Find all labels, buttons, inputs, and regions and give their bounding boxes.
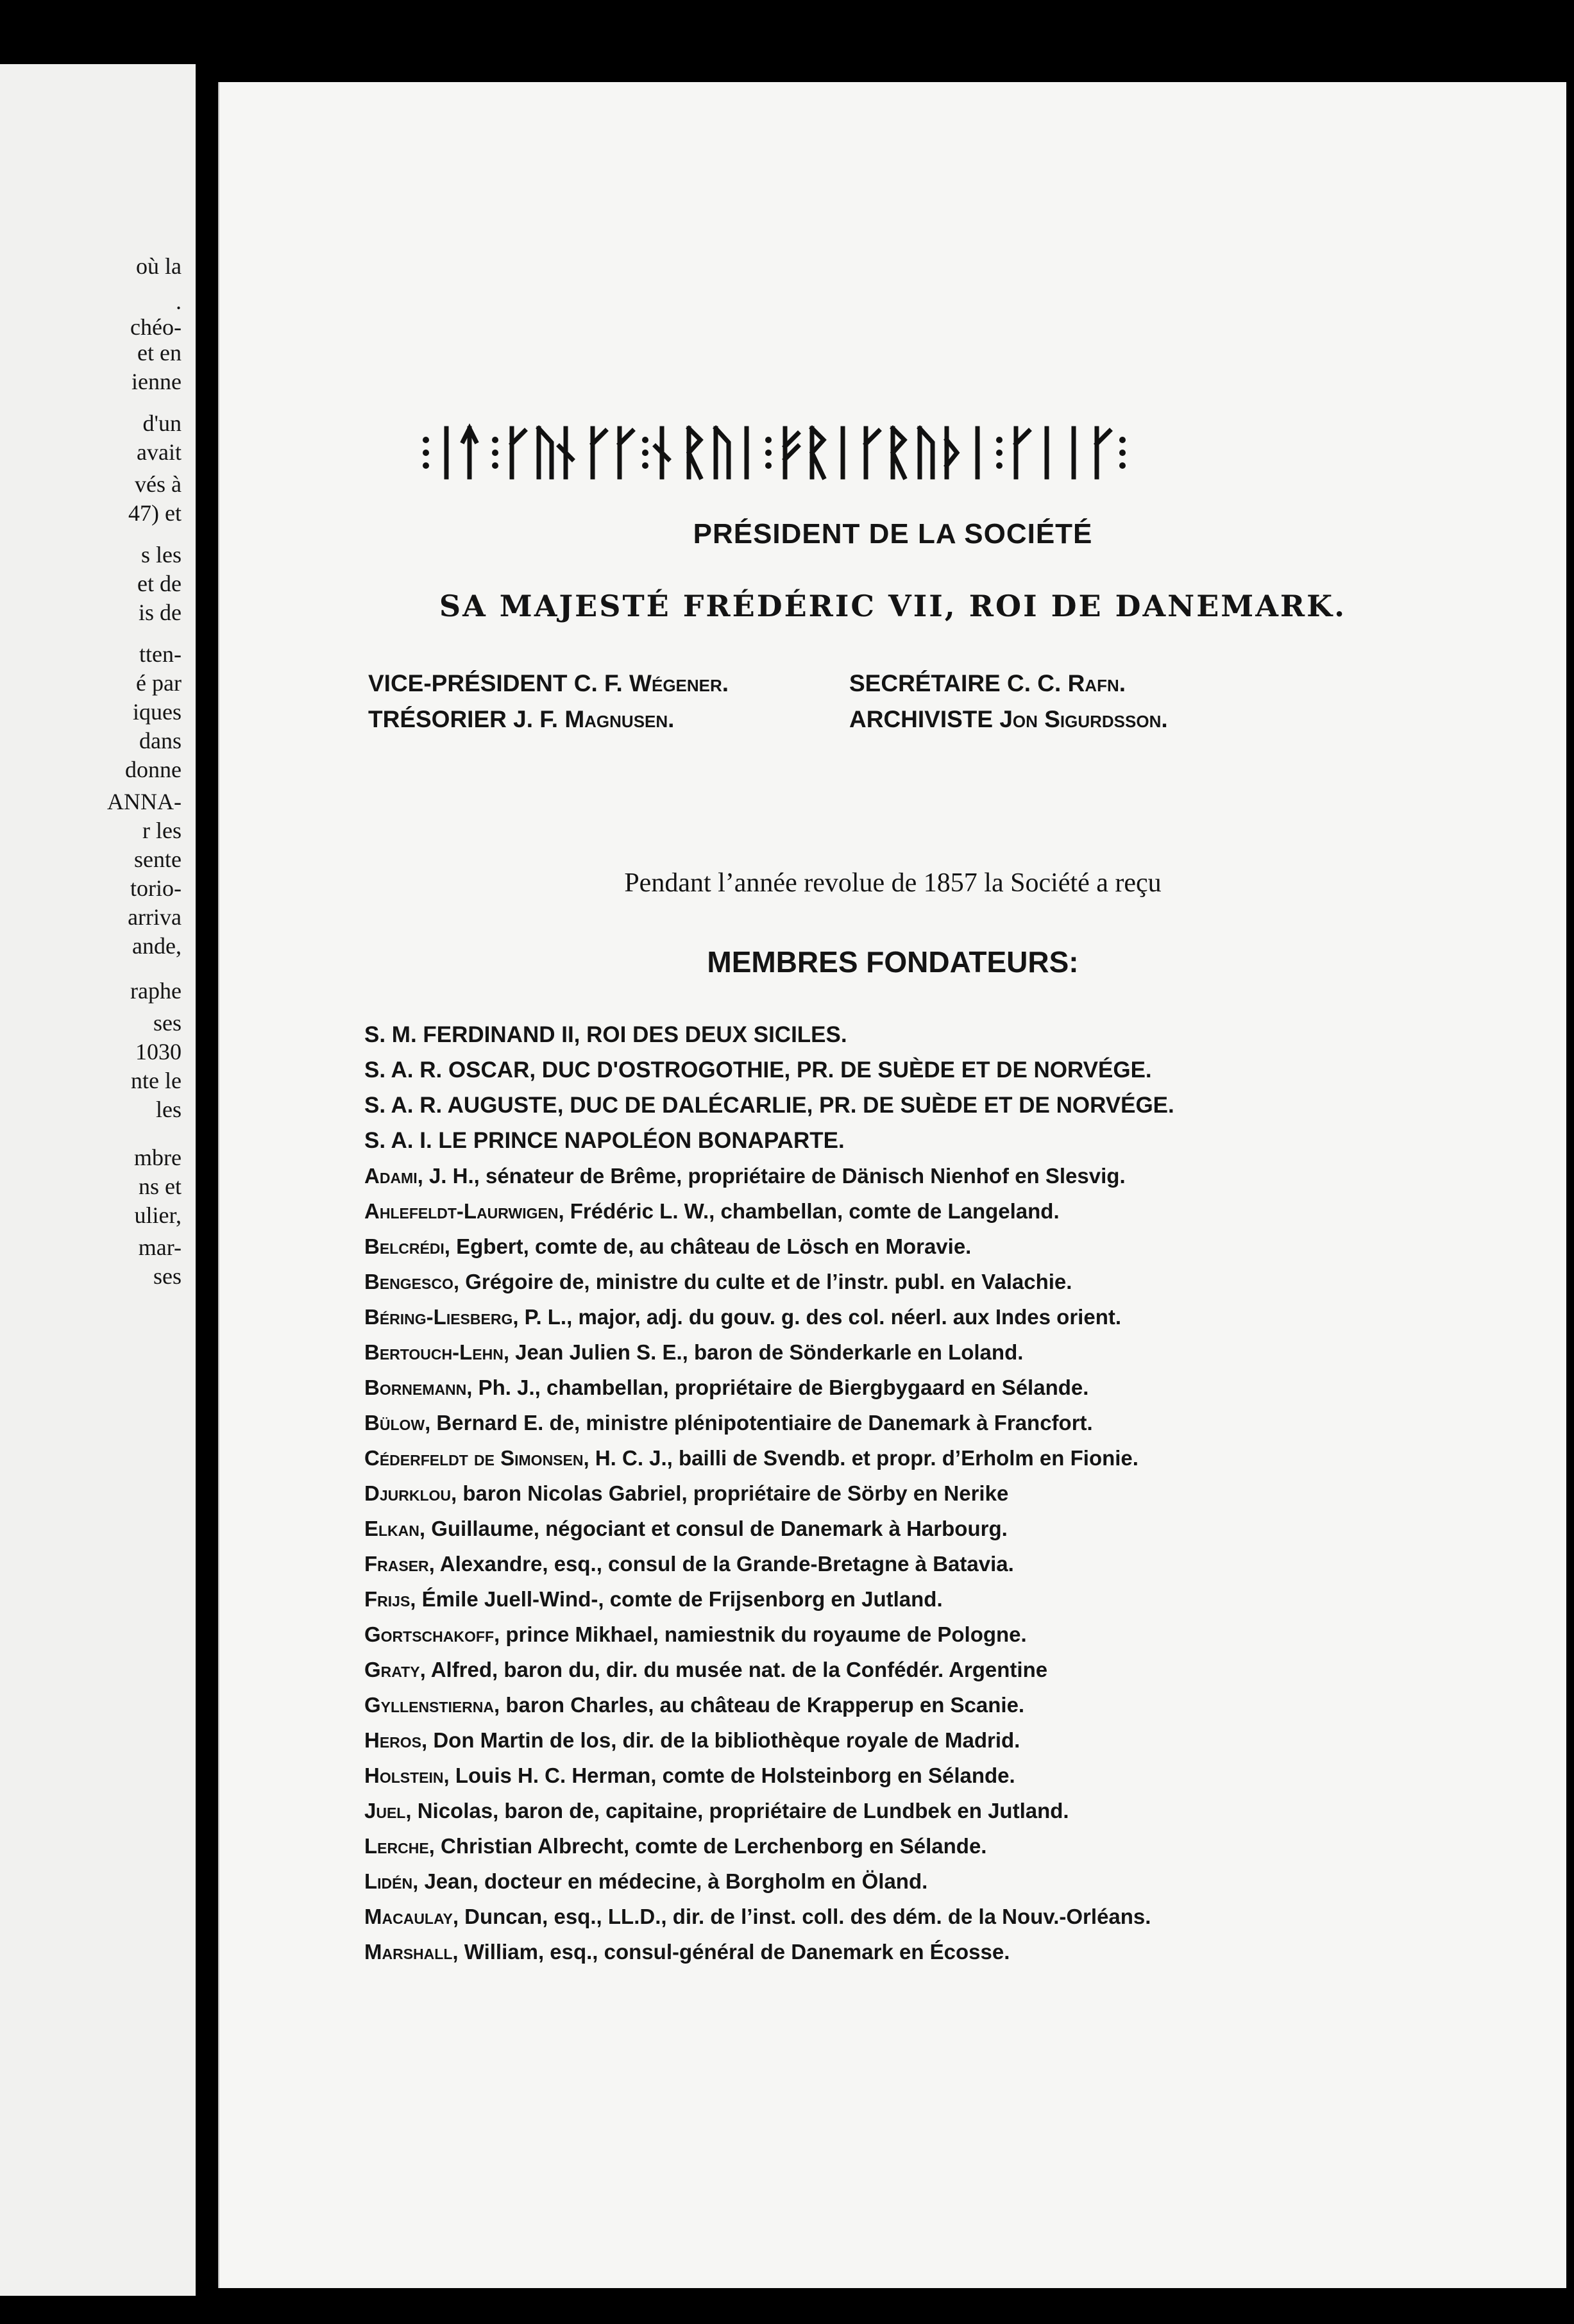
member-name: Bülow bbox=[364, 1411, 425, 1435]
member-details: , Émile Juell-Wind-, comte de Frijsenborg en Jutland. bbox=[410, 1587, 943, 1611]
member-name: Bengesco bbox=[364, 1270, 453, 1293]
left-page-line: ANNA- bbox=[107, 789, 182, 814]
member-name: Macaulay bbox=[364, 1905, 453, 1928]
royal-member: S. A. I. LE PRINCE NAPOLÉON BONAPARTE. bbox=[364, 1128, 845, 1153]
member-entry bbox=[364, 1581, 1455, 1617]
treasurer-line: TRÉSORIER J. F. Magnusen. bbox=[368, 706, 675, 732]
member-details: , Frédéric L. W., chambellan, comte de Langeland. bbox=[558, 1199, 1060, 1223]
member-entry bbox=[364, 1864, 1455, 1899]
member-name: Elkan bbox=[364, 1517, 419, 1540]
left-page-line: et de bbox=[137, 571, 182, 596]
member-entry bbox=[364, 1722, 1455, 1758]
royal-member: S. A. R. AUGUSTE, DUC DE DALÉCARLIE, PR. DE SUÈDE ET DE NORVÉGE. bbox=[364, 1093, 1174, 1118]
member-details: , J. H., sénateur de Brême, propriétaire de Dänisch Nienhof en Slesvig. bbox=[417, 1164, 1126, 1188]
member-name: Ahlefeldt-Laurwigen bbox=[364, 1199, 559, 1223]
member-details: , P. L., major, adj. du gouv. g. des col. néerl. aux Indes orient. bbox=[512, 1305, 1122, 1329]
archivist-line: ARCHIVISTE Jon Sigurdsson. bbox=[849, 706, 1168, 732]
left-page-line: is de bbox=[139, 600, 182, 625]
member-details: , Nicolas, baron de, capitaine, propriétaire de Lundbek en Jutland. bbox=[405, 1799, 1069, 1823]
left-page-line: d'un bbox=[142, 410, 182, 436]
officers-left-column bbox=[368, 666, 729, 737]
royal-member: S. A. R. OSCAR, DUC D'OSTROGOTHIE, PR. DE SUÈDE ET DE NORVÉGE. bbox=[364, 1057, 1152, 1082]
member-name: Béring-Liesberg bbox=[364, 1305, 513, 1329]
member-entry bbox=[364, 1264, 1455, 1299]
member-details: , Guillaume, négociant et consul de Danemark à Harbourg. bbox=[419, 1517, 1008, 1540]
left-page-line: tten- bbox=[139, 641, 182, 667]
left-page-line: mbre bbox=[134, 1145, 182, 1170]
president-title: PRÉSIDENT DE LA SOCIÉTÉ bbox=[693, 518, 1093, 550]
member-details: , Ph. J., chambellan, propriétaire de Biergbygaard en Sélande. bbox=[466, 1376, 1089, 1399]
left-page-line: s les bbox=[141, 542, 182, 568]
member-name: Frijs bbox=[364, 1587, 410, 1611]
member-name: Lerche bbox=[364, 1834, 429, 1858]
document-page bbox=[218, 82, 1566, 2288]
left-page-line: dans bbox=[139, 728, 182, 754]
vice-president-line: VICE-PRÉSIDENT C. F. Wégener. bbox=[368, 670, 729, 696]
left-page-line: 47) et bbox=[128, 500, 182, 526]
left-page-line: arriva bbox=[128, 904, 182, 930]
member-name: Gyllenstierna bbox=[364, 1693, 495, 1717]
member-details: , Grégoire de, ministre du culte et de l’instr. publ. en Valachie. bbox=[453, 1270, 1072, 1293]
left-page-line: ses bbox=[153, 1010, 182, 1036]
member-entry bbox=[364, 1476, 1455, 1511]
member-name: Belcrédi bbox=[364, 1234, 444, 1258]
left-page-line: chéo- bbox=[130, 314, 182, 340]
member-name: Djurklou bbox=[364, 1481, 452, 1505]
member-name: Fraser bbox=[364, 1552, 429, 1576]
left-page-line: les bbox=[156, 1097, 182, 1122]
left-page-line: ande, bbox=[132, 933, 182, 959]
left-page-line: où la bbox=[136, 253, 182, 279]
left-page-line: ienne bbox=[131, 369, 182, 394]
member-name: Adami bbox=[364, 1164, 418, 1188]
member-name: Holstein bbox=[364, 1764, 444, 1787]
secretary-line: SECRÉTAIRE C. C. Rafn. bbox=[849, 670, 1126, 696]
member-name: Marshall bbox=[364, 1940, 453, 1964]
member-entry bbox=[364, 1546, 1455, 1581]
member-entry bbox=[364, 1934, 1455, 1969]
member-details: , Jean, docteur en médecine, à Borgholm en Öland. bbox=[412, 1869, 928, 1893]
member-entry bbox=[364, 1158, 1455, 1193]
member-details: , Jean Julien S. E., baron de Sönderkarle en Loland. bbox=[503, 1340, 1024, 1364]
member-name: Heros bbox=[364, 1728, 422, 1752]
member-details: , prince Mikhael, namiestnik du royaume de Pologne. bbox=[494, 1622, 1027, 1646]
member-entry bbox=[364, 1370, 1455, 1405]
left-page-line: é par bbox=[136, 670, 182, 696]
founding-members bbox=[364, 1158, 1455, 1969]
member-details: , H. C. J., bailli de Svendb. et propr. d’Erholm en Fionie. bbox=[583, 1446, 1138, 1470]
left-page-line: ulier, bbox=[134, 1202, 182, 1228]
left-page-line: . bbox=[176, 289, 182, 314]
left-page-line: donne bbox=[125, 757, 182, 782]
member-entry bbox=[364, 1652, 1455, 1687]
member-name: Lidén bbox=[364, 1869, 413, 1893]
member-entry bbox=[364, 1335, 1455, 1370]
member-details: , Duncan, esq., LL.D., dir. de l’inst. coll. des dém. de la Nouv.-Orléans. bbox=[452, 1905, 1151, 1928]
member-details: , Egbert, comte de, au château de Lösch en Moravie. bbox=[444, 1234, 972, 1258]
member-entry bbox=[364, 1440, 1455, 1476]
left-page-line: vés à bbox=[135, 471, 182, 497]
member-entry bbox=[364, 1687, 1455, 1722]
left-page-line: et en bbox=[137, 340, 182, 366]
member-name: Gortschakoff bbox=[364, 1622, 494, 1646]
left-page-line: iques bbox=[133, 699, 182, 725]
royal-member: S. M. FERDINAND II, ROI DES DEUX SICILES. bbox=[364, 1022, 847, 1047]
member-entry bbox=[364, 1828, 1455, 1864]
left-page-line: ses bbox=[153, 1263, 182, 1289]
runic-inscription bbox=[418, 421, 1214, 485]
member-entry bbox=[364, 1617, 1455, 1652]
member-name: Bornemann bbox=[364, 1376, 467, 1399]
member-details: , Alfred, baron du, dir. du musée nat. de la Confédér. Argentine bbox=[419, 1658, 1048, 1681]
officers-right-column bbox=[849, 666, 1168, 737]
member-details: , Bernard E. de, ministre plénipotentiaire de Danemark à Francfort. bbox=[425, 1411, 1093, 1435]
left-page-line: avait bbox=[137, 439, 182, 465]
member-entry bbox=[364, 1299, 1455, 1335]
left-page-line: mar- bbox=[138, 1234, 182, 1260]
member-details: , William, esq., consul-général de Danemark en Écosse. bbox=[452, 1940, 1010, 1964]
member-entry bbox=[364, 1405, 1455, 1440]
member-name: Graty bbox=[364, 1658, 420, 1681]
left-page-line: sente bbox=[134, 846, 182, 872]
member-entry bbox=[364, 1229, 1455, 1264]
intro-text: Pendant l’année revolue de 1857 la Société a reçu bbox=[624, 868, 1162, 898]
left-page-line: raphe bbox=[130, 978, 182, 1004]
member-entry bbox=[364, 1758, 1455, 1793]
member-details: , Louis H. C. Herman, comte de Holsteinborg en Sélande. bbox=[443, 1764, 1015, 1787]
member-details: , baron Charles, au château de Krapperup en Scanie. bbox=[494, 1693, 1025, 1717]
president-name: SA MAJESTÉ FRÉDÉRIC VII, ROI DE DANEMARK. bbox=[439, 589, 1347, 623]
member-entry bbox=[364, 1193, 1455, 1229]
member-name: Bertouch-Lehn bbox=[364, 1340, 504, 1364]
left-page-line: torio- bbox=[130, 875, 182, 901]
member-entry bbox=[364, 1511, 1455, 1546]
left-facing-page bbox=[0, 64, 196, 2296]
founders-heading: MEMBRES FONDATEURS: bbox=[707, 945, 1079, 979]
member-details: , Christian Albrecht, comte de Lerchenborg en Sélande. bbox=[428, 1834, 987, 1858]
member-name: Juel bbox=[364, 1799, 406, 1823]
members-list bbox=[364, 1017, 1455, 1969]
member-entry bbox=[364, 1793, 1455, 1828]
member-details: , Alexandre, esq., consul de la Grande-Bretagne à Batavia. bbox=[428, 1552, 1014, 1576]
member-details: , Don Martin de los, dir. de la bibliothèque royale de Madrid. bbox=[421, 1728, 1020, 1752]
left-page-line: r les bbox=[142, 818, 182, 843]
member-details: , baron Nicolas Gabriel, propriétaire de Sörby en Nerike bbox=[451, 1481, 1009, 1505]
left-page-line: 1030 bbox=[135, 1039, 182, 1065]
left-page-line: nte le bbox=[131, 1068, 182, 1093]
left-page-line: ns et bbox=[139, 1174, 182, 1199]
member-name: Céderfeldt de Simonsen bbox=[364, 1446, 584, 1470]
member-entry bbox=[364, 1899, 1455, 1934]
